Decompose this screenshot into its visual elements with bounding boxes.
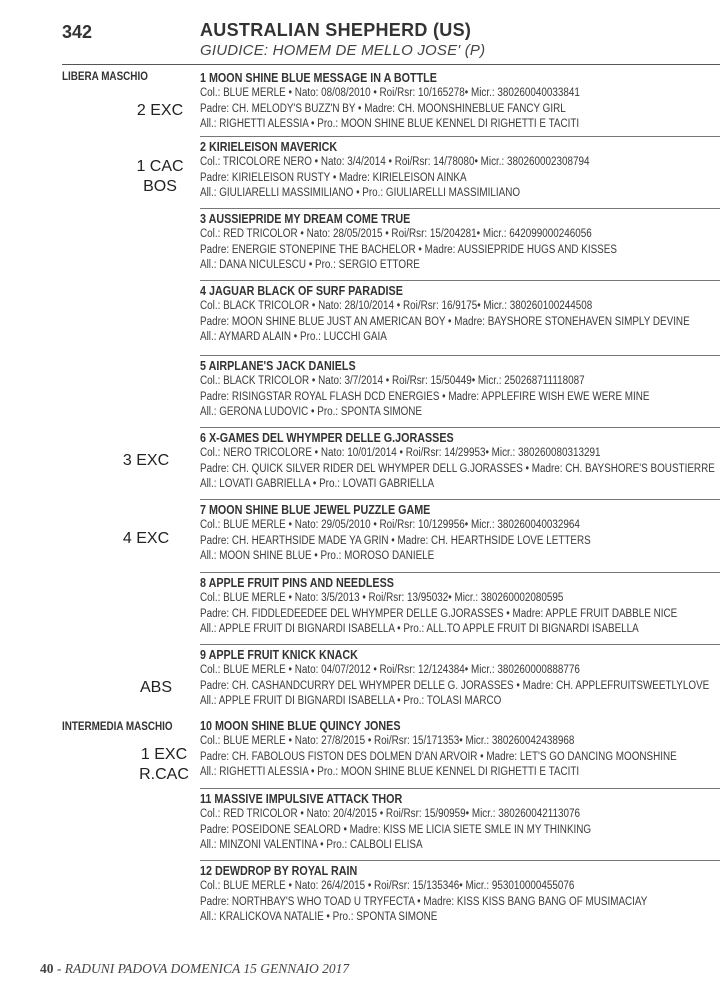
result-entry-6 — [86, 451, 206, 471]
result-line: 3 EXC — [122, 452, 170, 469]
dog-breeder-owner: All.: RIGHETTI ALESSIA • Pro.: MOON SHINE BLUE KENNEL DI RIGHETTI E TACITI — [200, 118, 580, 130]
dog-color-birth-registration: Col.: TRICOLORE NERO • Nato: 3/4/2014 • Roi/Rsr: 14/78080• Micr.: 380260002308794 — [200, 156, 590, 168]
dog-parents: Padre: CH. HEARTHSIDE MADE YA GRIN • Madre: CH. HEARTHSIDE LOVE LETTERS — [200, 534, 591, 547]
dog-parents: Padre: CH. QUICK SILVER RIDER DEL WHYMPER DELL G.JORASSES • Madre: CH. BAYSHORE'S BOUSTIERRE — [200, 462, 715, 475]
dog-color-birth-registration: Col.: BLUE MERLE • Nato: 27/8/2015 • Roi/Rsr: 15/171353• Micr.: 380260042438968 — [200, 735, 575, 747]
dog-name: 11 MASSIVE IMPULSIVE ATTACK THOR — [200, 792, 403, 806]
dog-color-birth-registration: Col.: BLUE MERLE • Nato: 29/05/2010 • Roi/Rsr: 10/129956• Micr.: 380260040032964 — [200, 519, 580, 531]
dog-breeder-owner: All.: AYMARD ALAIN • Pro.: LUCCHI GAIA — [200, 331, 387, 343]
judge-line: GIUDICE: HOMEM DE MELLO JOSE' (P) — [200, 42, 486, 59]
dog-entry — [200, 280, 720, 346]
dog-parents: Padre: POSEIDONE SEALORD • Madre: KISS ME LICIA SIETE SMLE IN MY THINKING — [200, 823, 592, 836]
class-label-intermedia-maschio: INTERMEDIA MASCHIO — [62, 721, 173, 733]
result-line: 1 EXC — [140, 746, 188, 763]
dog-breeder-owner: All.: DANA NICULESCU • Pro.: SERGIO ETTORE — [200, 259, 420, 271]
dog-name: 2 KIRIELEISON MAVERICK — [200, 140, 338, 154]
result-entry-9 — [96, 678, 216, 698]
dog-color-birth-registration: Col.: BLUE MERLE • Nato: 08/08/2010 • Roi/Rsr: 10/165278• Micr.: 380260040033841 — [200, 87, 580, 99]
dog-entry — [200, 499, 720, 565]
dog-color-birth-registration: Col.: BLACK TRICOLOR • Nato: 28/10/2014 • Roi/Rsr: 16/9175• Micr.: 380260100244508 — [200, 300, 593, 312]
page-footer — [40, 961, 349, 977]
dog-entry — [200, 788, 720, 854]
result-line: R.CAC — [139, 766, 189, 783]
dog-name: 1 MOON SHINE BLUE MESSAGE IN A BOTTLE — [200, 71, 437, 85]
dog-breeder-owner: All.: KRALICKOVA NATALIE • Pro.: SPONTA SIMONE — [200, 911, 438, 923]
dog-parents: Padre: NORTHBAY'S WHO TOAD U TRYFECTA • Madre: KISS KISS BANG BANG OF MUSIMACIAY — [200, 895, 648, 908]
dog-name: 7 MOON SHINE BLUE JEWEL PUZZLE GAME — [200, 503, 431, 517]
dog-entry — [200, 718, 720, 781]
dog-color-birth-registration: Col.: NERO TRICOLORE • Nato: 10/01/2014 • Roi/Rsr: 14/29953• Micr.: 380260080313291 — [200, 447, 601, 459]
catalog-number: 342 — [62, 22, 93, 42]
dog-breeder-owner: All.: LOVATI GABRIELLA • Pro.: LOVATI GABRIELLA — [200, 478, 435, 490]
dog-breeder-owner: All.: RIGHETTI ALESSIA • Pro.: MOON SHINE BLUE KENNEL DI RIGHETTI E TACITI — [200, 766, 580, 778]
footer-event: - RADUNI PADOVA DOMENICA 15 GENNAIO 2017 — [53, 961, 350, 976]
dog-name: 12 DEWDROP BY ROYAL RAIN — [200, 864, 358, 878]
dog-parents: Padre: KIRIELEISON RUSTY • Madre: KIRIELEISON AINKA — [200, 171, 467, 184]
dog-entry — [200, 208, 720, 274]
dog-name: 9 APPLE FRUIT KNICK KNACK — [200, 648, 358, 662]
dog-entry — [200, 572, 720, 638]
dog-entry — [200, 644, 720, 710]
dog-parents: Padre: CH. FIDDLEDEEDEE DEL WHYMPER DELLE G.JORASSES • Madre: APPLE FRUIT DABBLE NICE — [200, 607, 678, 620]
class-label-libera-maschio: LIBERA MASCHIO — [62, 71, 148, 83]
dog-breeder-owner: All.: APPLE FRUIT DI BIGNARDI ISABELLA • Pro.: ALL.TO APPLE FRUIT DI BIGNARDI ISABELLA — [200, 623, 639, 635]
dog-parents: Padre: MOON SHINE BLUE JUST AN AMERICAN BOY • Madre: BAYSHORE STONEHAVEN SIMPLY DEVINE — [200, 315, 690, 328]
dog-parents: Padre: CH. CASHANDCURRY DEL WHYMPER DELLE G. JORASSES • Madre: CH. APPLEFRUITSWEETLYLOVE — [200, 679, 710, 692]
result-line: ABS — [139, 679, 172, 696]
dog-color-birth-registration: Col.: BLUE MERLE • Nato: 3/5/2013 • Roi/Rsr: 13/95032• Micr.: 380260002080595 — [200, 592, 564, 604]
dog-breeder-owner: All.: GERONA LUDOVIC • Pro.: SPONTA SIMONE — [200, 406, 423, 418]
dog-name: 6 X-GAMES DEL WHYMPER DELLE G.JORASSES — [200, 431, 454, 445]
breed-title: AUSTRALIAN SHEPHERD (US) — [200, 20, 472, 40]
dog-parents: Padre: CH. MELODY'S BUZZ'N BY • Madre: CH. MOONSHINEBLUE FANCY GIRL — [200, 102, 566, 115]
dog-breeder-owner: All.: APPLE FRUIT DI BIGNARDI ISABELLA • Pro.: TOLASI MARCO — [200, 695, 502, 707]
dog-entry — [200, 355, 720, 421]
dog-color-birth-registration: Col.: RED TRICOLOR • Nato: 20/4/2015 • Roi/Rsr: 15/90959• Micr.: 380260042113076 — [200, 808, 581, 820]
dog-entry — [200, 70, 720, 133]
dog-color-birth-registration: Col.: BLUE MERLE • Nato: 26/4/2015 • Roi/Rsr: 15/135346• Micr.: 953010000455076 — [200, 880, 575, 892]
dog-entry — [200, 860, 720, 926]
result-line: 1 CAC — [136, 158, 184, 175]
footer-page-number: 40 — [40, 961, 54, 976]
dog-parents: Padre: RISINGSTAR ROYAL FLASH DCD ENERGIES • Madre: APPLEFIRE WISH EWE WERE MINE — [200, 390, 650, 403]
header-divider — [62, 64, 720, 65]
dog-color-birth-registration: Col.: BLACK TRICOLOR • Nato: 3/7/2014 • Roi/Rsr: 15/50449• Micr.: 250268711118087 — [200, 375, 585, 387]
result-line: BOS — [143, 178, 177, 195]
dog-parents: Padre: CH. FABOLOUS FISTON DES DOLMEN D'AN ARVOIR • Madre: LET'S GO DANCING MOONSHINE — [200, 750, 677, 763]
result-entry-7 — [86, 529, 206, 549]
dog-name: 5 AIRPLANE'S JACK DANIELS — [200, 359, 356, 373]
result-line: 2 EXC — [136, 102, 184, 119]
result-line: 4 EXC — [122, 530, 170, 547]
dog-name: 8 APPLE FRUIT PINS AND NEEDLESS — [200, 576, 394, 590]
dog-breeder-owner: All.: MINZONI VALENTINA • Pro.: CALBOLI ELISA — [200, 839, 423, 851]
dog-parents: Padre: ENERGIE STONEPINE THE BACHELOR • Madre: AUSSIEPRIDE HUGS AND KISSES — [200, 243, 617, 256]
dog-color-birth-registration: Col.: RED TRICOLOR • Nato: 28/05/2015 • Roi/Rsr: 15/204281• Micr.: 642099000246056 — [200, 228, 592, 240]
dog-entry — [200, 136, 720, 202]
dog-name: 10 MOON SHINE BLUE QUINCY JONES — [200, 719, 401, 733]
dog-name: 4 JAGUAR BLACK OF SURF PARADISE — [200, 284, 403, 298]
dog-breeder-owner: All.: MOON SHINE BLUE • Pro.: MOROSO DANIELE — [200, 550, 435, 562]
dog-entry — [200, 427, 720, 493]
dog-breeder-owner: All.: GIULIARELLI MASSIMILIANO • Pro.: GIULIARELLI MASSIMILIANO — [200, 187, 521, 199]
dog-name: 3 AUSSIEPRIDE MY DREAM COME TRUE — [200, 212, 411, 226]
dog-color-birth-registration: Col.: BLUE MERLE • Nato: 04/07/2012 • Roi/Rsr: 12/124384• Micr.: 380260000888776 — [200, 664, 580, 676]
